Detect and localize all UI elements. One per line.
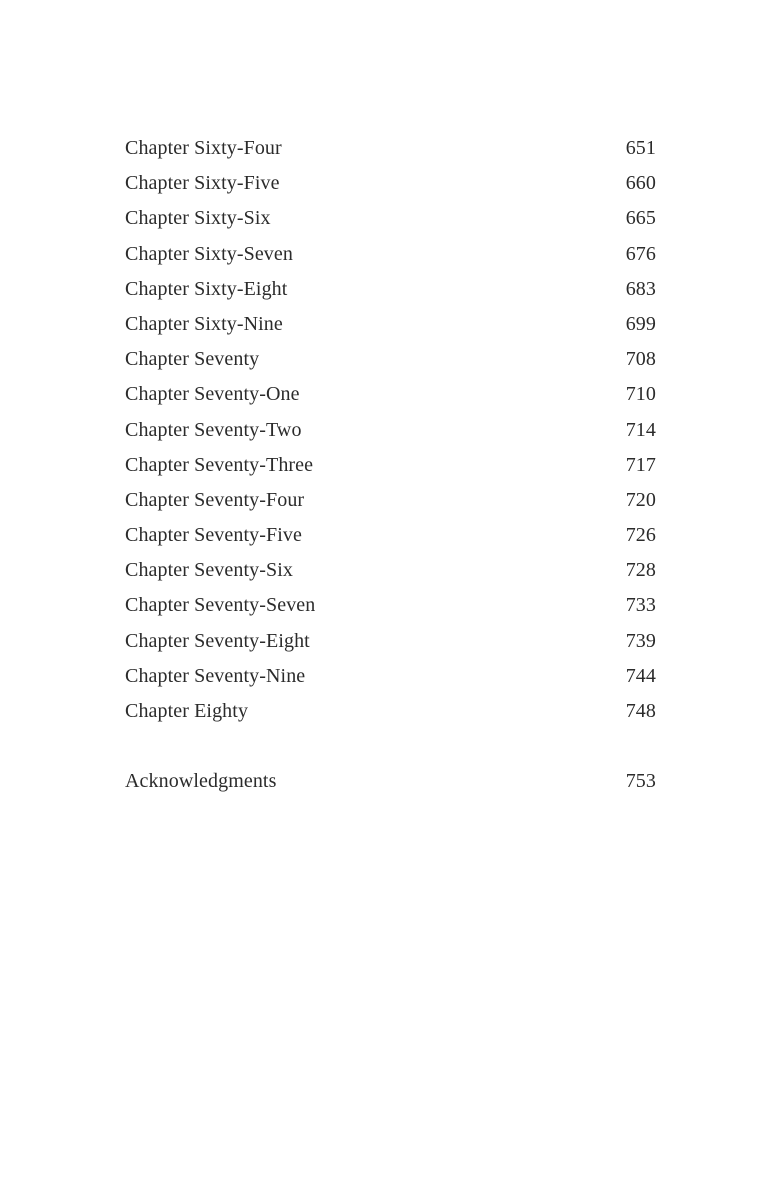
toc-entry-title: Chapter Eighty <box>125 700 249 722</box>
toc-entry-title: Chapter Seventy-Nine <box>125 664 306 687</box>
toc-entry <box>125 519 656 554</box>
toc-entry-title: Chapter Seventy-Four <box>125 488 305 511</box>
toc-entry <box>125 132 656 167</box>
toc-entry-title: Chapter Sixty-Six <box>125 207 271 230</box>
toc-entry-page-number: 651 <box>625 137 656 159</box>
toc-entry-title: Chapter Seventy-Two <box>125 418 302 441</box>
toc-entry-title: Chapter Seventy-Three <box>125 453 314 476</box>
toc-entry-title: Chapter Sixty-Nine <box>125 312 283 335</box>
toc-entry-page-number: 665 <box>625 207 656 230</box>
toc-entry-page-number: 717 <box>625 453 656 476</box>
toc-entry-title: Chapter Sixty-Seven <box>125 242 293 265</box>
toc-entry <box>125 484 656 519</box>
toc-entry-page-number: 753 <box>625 770 656 793</box>
toc-entry <box>125 449 656 484</box>
toc-entry-page-number: 728 <box>625 559 656 582</box>
toc-entry-title: Chapter Seventy-Eight <box>125 629 310 652</box>
toc-entry-page-number: 708 <box>625 348 656 371</box>
toc-entry-page-number: 744 <box>625 664 656 687</box>
table-of-contents <box>125 132 656 800</box>
toc-entry-page-number: 676 <box>625 242 656 265</box>
toc-entry-page-number: 714 <box>625 418 656 441</box>
toc-entry-title: Chapter Seventy-Six <box>125 559 293 582</box>
toc-entry-page-number: 720 <box>625 488 656 511</box>
toc-entry-title: Chapter Seventy-Seven <box>125 594 316 617</box>
toc-entry <box>125 273 656 308</box>
toc-entry-title: Chapter Seventy-Five <box>125 524 302 547</box>
toc-chapter-list <box>125 132 656 730</box>
toc-entry-page-number: 739 <box>625 629 656 652</box>
toc-entry <box>125 414 656 449</box>
toc-entry <box>125 765 656 800</box>
toc-entry-page-number: 699 <box>625 312 656 335</box>
toc-entry-page-number: 660 <box>625 172 656 195</box>
toc-entry <box>125 308 656 343</box>
toc-entry-page-number: 726 <box>625 524 656 547</box>
toc-entry-page-number: 683 <box>625 277 656 300</box>
toc-entry <box>125 378 656 413</box>
toc-entry <box>125 343 656 378</box>
toc-entry <box>125 202 656 237</box>
toc-entry-page-number: 710 <box>625 383 656 406</box>
toc-entry-title: Acknowledgments <box>125 770 277 793</box>
toc-entry-title: Chapter Seventy-One <box>125 383 300 406</box>
toc-entry-page-number: 748 <box>625 700 656 722</box>
toc-entry-title: Chapter Seventy <box>125 348 260 371</box>
toc-entry <box>125 238 656 273</box>
toc-entry <box>125 660 656 695</box>
toc-entry-title: Chapter Sixty-Four <box>125 137 282 159</box>
toc-entry-title: Chapter Sixty-Five <box>125 172 280 195</box>
toc-entry <box>125 589 656 624</box>
toc-entry-title: Chapter Sixty-Eight <box>125 277 288 300</box>
toc-entry <box>125 167 656 202</box>
toc-entry-page-number: 733 <box>625 594 656 617</box>
toc-entry <box>125 695 656 730</box>
toc-back-matter-list <box>125 765 656 800</box>
toc-entry <box>125 554 656 589</box>
toc-entry <box>125 625 656 660</box>
